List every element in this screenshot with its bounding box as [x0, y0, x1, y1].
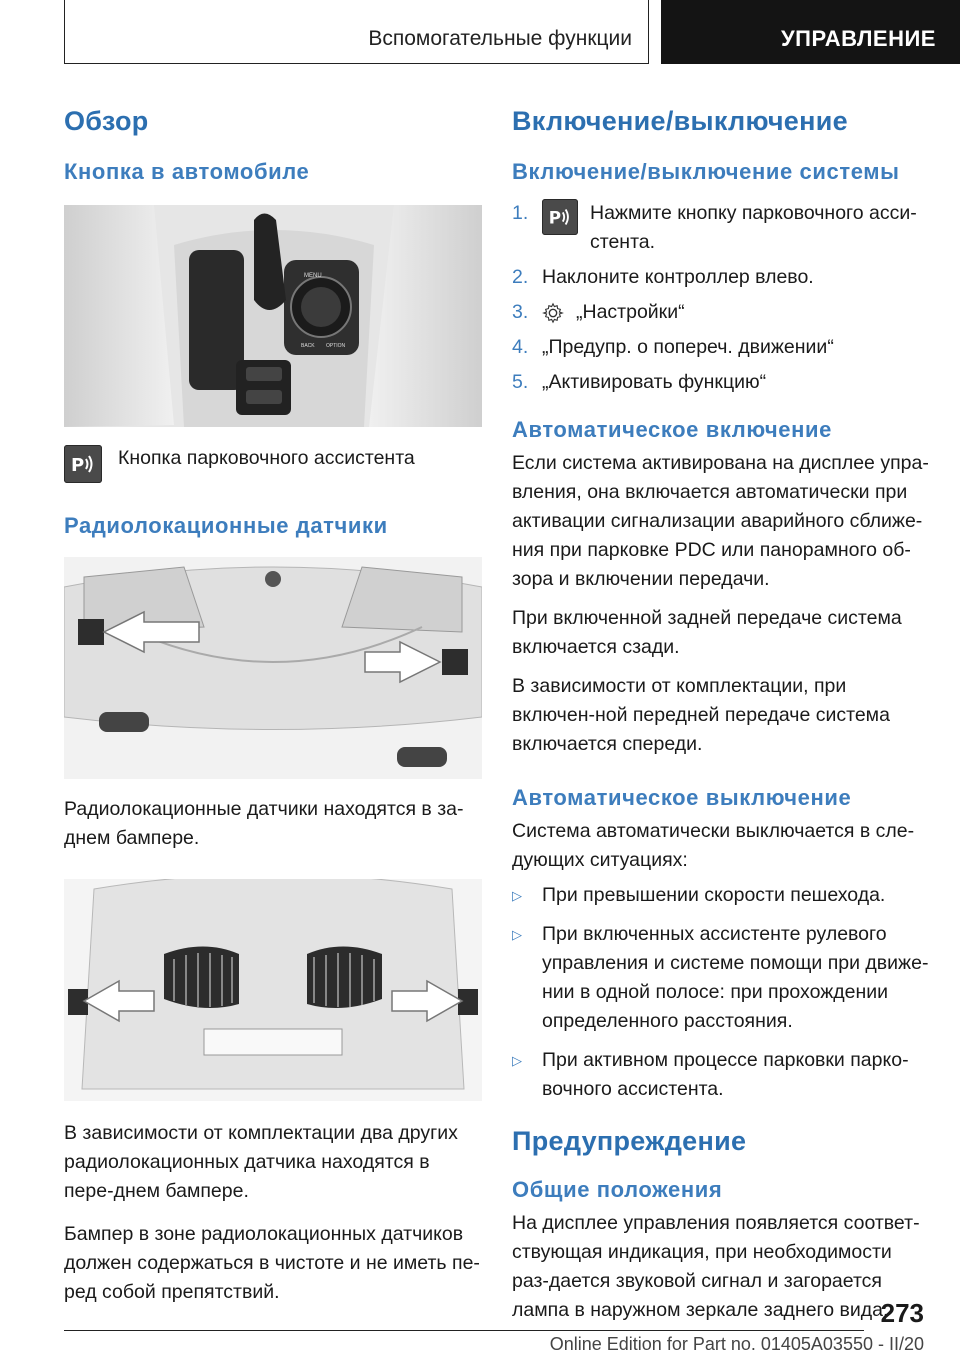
center-console-image: [64, 205, 482, 427]
heading-auto-off: Автоматическое выключение: [512, 785, 852, 810]
heading-warning: Предупреждение: [512, 1126, 747, 1156]
heading-auto-on: Автоматическое включение: [512, 417, 832, 442]
general-text: На дисплее управления появляется соответ-ствующая индикация, при необходимости раз-дается звуковой сигнал и загорается лампа в наружном зеркале заднего вида.: [512, 1212, 920, 1321]
svg-text:P: P: [71, 455, 85, 476]
header-section: [64, 0, 649, 64]
heading-overview: Обзор: [64, 106, 149, 136]
step-item: 3. „Настройки“: [512, 301, 685, 323]
step-item: 2. Наклоните контроллер влево.: [512, 266, 814, 288]
console-label-option: OPTION: [326, 343, 346, 349]
bumper-clean-text: Бампер в зоне радиолокационных датчиков должен содержаться в чистоте и не иметь пе-ред собой препятствий.: [64, 1223, 480, 1303]
footer-edition: Online Edition for Part no. 01405A03550 - II/20: [549, 1334, 924, 1354]
right-column: [512, 100, 932, 1325]
auto-on-text-2: При включенной задней передаче система включается сзади.: [512, 607, 902, 658]
button-caption-row: [64, 445, 482, 483]
auto-on-text-1: Если система активирована на дисплее упра-вления, она включается автоматически при активации сигнализации аварийного сближе-ния при парковке PDC или панорамного об-зора и включении передачи.: [512, 452, 929, 590]
steps-list: [512, 199, 932, 397]
list-item: ▷ При включенных ассистенте рулевого управления и системе помощи при движе-нии в одной полосе: при прохождении определенного расстояния.: [512, 920, 932, 1036]
button-caption: Кнопка парковочного ассистента: [118, 447, 415, 469]
auto-off-list: [512, 881, 932, 1104]
heading-radar-sensors: Радиолокационные датчики: [64, 513, 388, 538]
heading-on-off: Включение/выключение: [512, 106, 848, 136]
front-sensors-text: В зависимости от комплектации два других радиолокационных датчика находятся в пере-днем бампере.: [64, 1122, 458, 1202]
console-label-back: BACK: [301, 343, 315, 349]
footer-divider: [64, 1330, 864, 1331]
heading-on-off-system: Включение/выключение системы: [512, 159, 900, 184]
rear-bumper-image: [64, 557, 482, 779]
header-chapter-title: УПРАВЛЕНИЕ: [781, 26, 936, 51]
auto-on-text-3: В зависимости от комплектации, при включен-ной передней передаче система включается спереди.: [512, 675, 890, 755]
parking-assistant-icon: [64, 445, 102, 483]
step-item: 1. P Нажмите кнопку парковочного асси-стента.: [512, 199, 932, 257]
parking-assistant-icon: [542, 199, 578, 235]
sensors-text: Радиолокационные датчики находятся в за- днем бампере.: [64, 798, 464, 849]
front-bumper-image: [64, 879, 482, 1101]
left-column: [64, 100, 482, 1307]
heading-button-in-car: Кнопка в автомобиле: [64, 159, 310, 184]
heading-general: Общие положения: [512, 1177, 723, 1202]
console-label-menu: MENU: [304, 273, 322, 279]
list-item: ▷ При превышении скорости пешехода.: [512, 881, 932, 910]
triangle-bullet-icon: ▷: [512, 1053, 522, 1068]
triangle-bullet-icon: ▷: [512, 888, 522, 903]
header-section-title: Вспомогательные функции: [368, 27, 632, 50]
svg-text:P: P: [548, 207, 562, 228]
page-number: 273: [880, 1298, 924, 1328]
triangle-bullet-icon: ▷: [512, 927, 522, 942]
list-item: ▷ При активном процессе парковки парко-вочного ассистента.: [512, 1046, 932, 1104]
step-item: 4. „Предупр. о попереч. движении“: [512, 336, 834, 358]
auto-off-intro: Система автоматически выключается в сле-дующих ситуациях:: [512, 820, 915, 871]
gear-icon: [542, 302, 564, 324]
step-item: 5. „Активировать функцию“: [512, 371, 767, 393]
header-chapter: [661, 0, 960, 64]
